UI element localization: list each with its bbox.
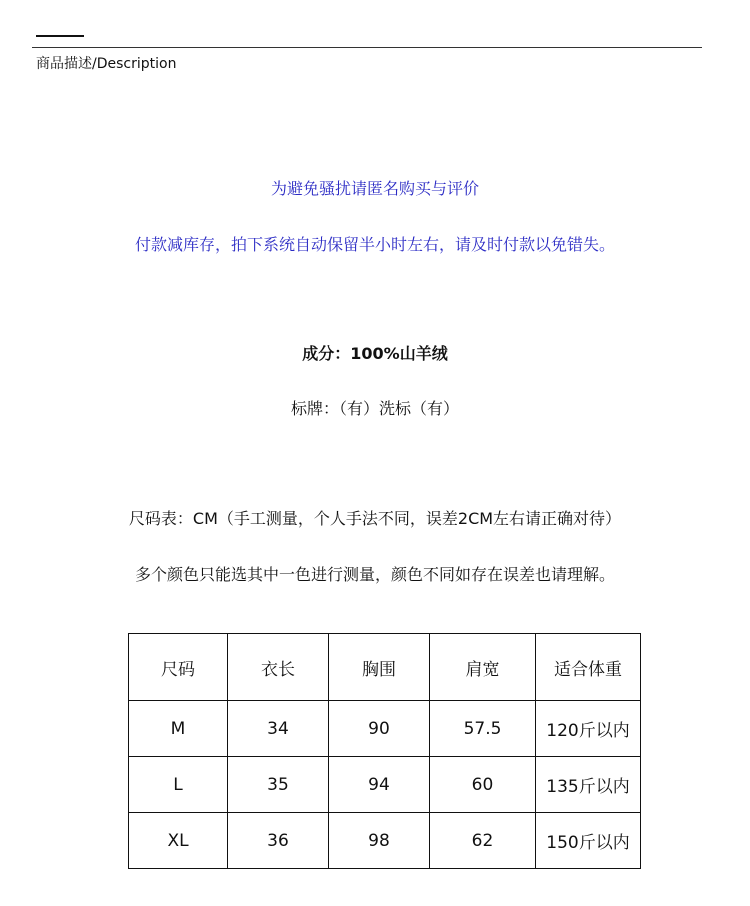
size-note-1: 尺码表：CM（手工测量，个人手法不同，误差2CM左右请正确对待） [128,509,622,528]
header-cell: 衣长 [228,634,329,701]
divider [32,47,702,48]
cell: 62 [430,813,536,869]
header-cell: 胸围 [329,634,430,701]
section-title: 商品描述/Description [36,56,177,72]
cell: 120斤以内 [536,701,641,757]
cell: 60 [430,757,536,813]
cell: M [129,701,228,757]
size-table [128,633,641,869]
header-cell: 尺码 [129,634,228,701]
labels-info: 标牌：（有）洗标（有） [290,399,459,418]
table-header-row [129,634,641,701]
composition: 成分：100%山羊绒 [302,344,448,363]
cell: XL [129,813,228,869]
cell: L [129,757,228,813]
cell: 135斤以内 [536,757,641,813]
table-row [129,757,641,813]
cell: 90 [329,701,430,757]
notice-line-2: 付款减库存，拍下系统自动保留半小时左右，请及时付款以免错失。 [134,235,615,254]
header-cell: 适合体重 [536,634,641,701]
accent-bar [36,35,84,37]
cell: 57.5 [430,701,536,757]
table-row [129,813,641,869]
cell: 98 [329,813,430,869]
header-cell: 肩宽 [430,634,536,701]
cell: 150斤以内 [536,813,641,869]
notice-line-1: 为避免骚扰请匿名购买与评价 [270,179,479,198]
cell: 35 [228,757,329,813]
size-note-2: 多个颜色只能选其中一色进行测量，颜色不同如存在误差也请理解。 [134,565,615,584]
table-row [129,701,641,757]
cell: 94 [329,757,430,813]
cell: 36 [228,813,329,869]
cell: 34 [228,701,329,757]
